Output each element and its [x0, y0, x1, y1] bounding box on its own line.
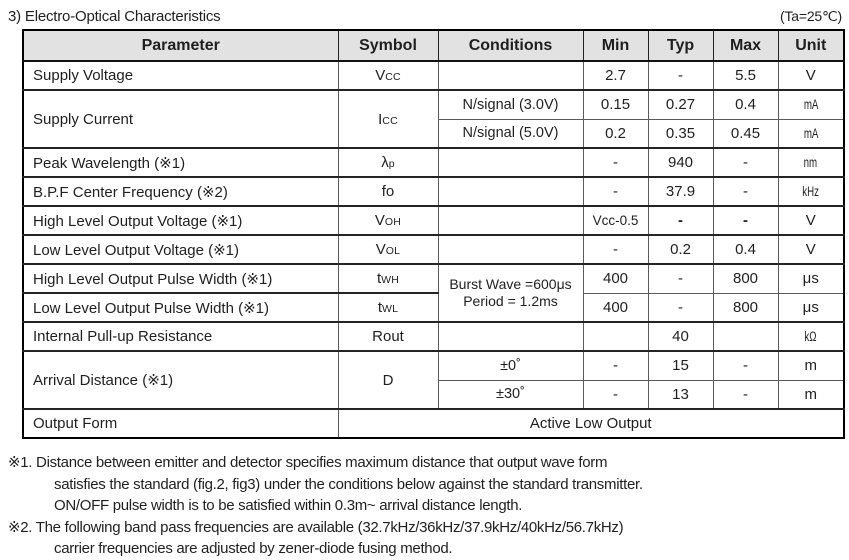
cell-unit: V [778, 61, 844, 90]
cell-max: - [713, 177, 778, 206]
col-header-min: Min [583, 30, 648, 61]
cell-typ: 15 [648, 351, 713, 380]
cell-unit: V [778, 206, 844, 235]
col-header-symbol: Symbol [338, 30, 438, 61]
cell-max: - [713, 206, 778, 235]
cell-symbol: tWH [338, 264, 438, 293]
row-high-level-output-voltage [23, 206, 844, 235]
cell-min: 0.2 [583, 119, 648, 148]
cell-typ: - [648, 293, 713, 322]
footnote-1-line-2: satisfies the standard (fig.2, fig3) under the conditions below against the standard transmitter. [54, 475, 643, 493]
cell-parameter: High Level Output Voltage (※1) [23, 206, 338, 235]
cell-min: 0.15 [583, 90, 648, 119]
cell-max: - [713, 351, 778, 380]
cell-conditions [438, 177, 583, 206]
cell-unit: mA [778, 119, 844, 148]
cell-max: 800 [713, 264, 778, 293]
cell-output-form-value: Active Low Output [338, 409, 844, 438]
cell-parameter: Supply Current [23, 90, 338, 148]
cell-unit: μs [778, 264, 844, 293]
footnote-1-line-3: ON/OFF pulse width is to be satisfied within 0.3m~ arrival distance length. [54, 497, 523, 514]
cell-max: - [713, 148, 778, 177]
footnotes [8, 452, 849, 560]
cell-parameter: Output Form [23, 409, 338, 438]
row-internal-pull-up-resistance [23, 322, 844, 351]
row-high-level-output-pulse-width [23, 264, 844, 293]
cell-min [583, 322, 648, 351]
footnote-2-line-2: carrier frequencies are adjusted by zener-diode fusing method. [54, 540, 453, 557]
cell-typ: 13 [648, 380, 713, 409]
cell-conditions: N/signal (5.0V) [438, 119, 583, 148]
col-header-unit: Unit [778, 30, 844, 61]
cell-min: - [583, 235, 648, 264]
row-peak-wavelength [23, 148, 844, 177]
footnote-1-line-1: ※1. Distance between emitter and detector specifies maximum distance that output wave form [8, 454, 608, 471]
cell-min: - [583, 380, 648, 409]
cell-conditions: N/signal (3.0V) [438, 90, 583, 119]
cell-conditions [438, 206, 583, 235]
cell-min: - [583, 148, 648, 177]
cell-symbol: VOL [338, 235, 438, 264]
cell-max: 0.4 [713, 235, 778, 264]
cell-symbol: D [338, 351, 438, 409]
row-supply-current-3v [23, 90, 844, 119]
cell-max: 800 [713, 293, 778, 322]
cell-unit: kHz [778, 177, 844, 206]
footnote-2-line-1: ※2. The following band pass frequencies are available (32.7kHz/36kHz/37.9kHz/40kHz/56.7kHz) [8, 518, 624, 536]
cell-parameter: Arrival Distance (※1) [23, 351, 338, 409]
cell-unit: m [778, 380, 844, 409]
cell-parameter: Internal Pull-up Resistance [23, 322, 338, 351]
row-bpf-center-frequency [23, 177, 844, 206]
cell-min: 400 [583, 293, 648, 322]
row-low-level-output-pulse-width [23, 293, 844, 322]
row-low-level-output-voltage [23, 235, 844, 264]
cell-unit: kΩ [778, 322, 844, 351]
cell-min: Vcc-0.5 [583, 206, 648, 235]
col-header-conditions: Conditions [438, 30, 583, 61]
cell-parameter: Low Level Output Voltage (※1) [23, 235, 338, 264]
cell-conditions [438, 322, 583, 351]
condition-line-2: Period = 1.2ms [463, 293, 558, 309]
cell-max: - [713, 380, 778, 409]
cell-typ: 37.9 [648, 177, 713, 206]
cell-unit: nm [778, 148, 844, 177]
cell-typ: 0.27 [648, 90, 713, 119]
cell-max: 5.5 [713, 61, 778, 90]
cell-symbol: VOH [338, 206, 438, 235]
cell-parameter: Supply Voltage [23, 61, 338, 90]
row-arrival-distance-0deg [23, 351, 844, 380]
cell-parameter: Peak Wavelength (※1) [23, 148, 338, 177]
col-header-typ: Typ [648, 30, 713, 61]
row-supply-voltage [23, 61, 844, 90]
cell-min: - [583, 177, 648, 206]
cell-parameter: Low Level Output Pulse Width (※1) [23, 293, 338, 322]
cell-typ: 940 [648, 148, 713, 177]
cell-max: 0.4 [713, 90, 778, 119]
cell-conditions [438, 264, 583, 322]
electro-optical-characteristics-table [22, 29, 845, 439]
cell-symbol: λp [338, 148, 438, 177]
cell-min: 2.7 [583, 61, 648, 90]
temperature-note: (Ta=25℃) [780, 8, 842, 24]
cell-min: 400 [583, 264, 648, 293]
cell-typ: 0.35 [648, 119, 713, 148]
header-row [23, 30, 844, 61]
cell-conditions: ±0˚ [438, 351, 583, 380]
title-bar [0, 0, 849, 29]
cell-conditions [438, 235, 583, 264]
cell-typ: - [648, 206, 713, 235]
cell-min: - [583, 351, 648, 380]
cell-parameter: High Level Output Pulse Width (※1) [23, 264, 338, 293]
page-title: 3) Electro-Optical Characteristics [8, 8, 221, 25]
cell-typ: - [648, 61, 713, 90]
cell-max: 0.45 [713, 119, 778, 148]
cell-parameter: B.P.F Center Frequency (※2) [23, 177, 338, 206]
cell-typ: 0.2 [648, 235, 713, 264]
cell-conditions [438, 148, 583, 177]
cell-unit: m [778, 351, 844, 380]
cell-conditions: ±30˚ [438, 380, 583, 409]
condition-line-1: Burst Wave =600μs [449, 276, 572, 292]
cell-symbol: Rout [338, 322, 438, 351]
cell-typ: - [648, 264, 713, 293]
cell-unit: V [778, 235, 844, 264]
cell-max [713, 322, 778, 351]
cell-symbol: fo [338, 177, 438, 206]
cell-unit: mA [778, 90, 844, 119]
row-output-form [23, 409, 844, 438]
cell-symbol: VCC [338, 61, 438, 90]
cell-conditions [438, 61, 583, 90]
cell-symbol: ICC [338, 90, 438, 148]
cell-symbol: tWL [338, 293, 438, 322]
col-header-max: Max [713, 30, 778, 61]
col-header-parameter: Parameter [23, 30, 338, 61]
cell-typ: 40 [648, 322, 713, 351]
cell-unit: μs [778, 293, 844, 322]
